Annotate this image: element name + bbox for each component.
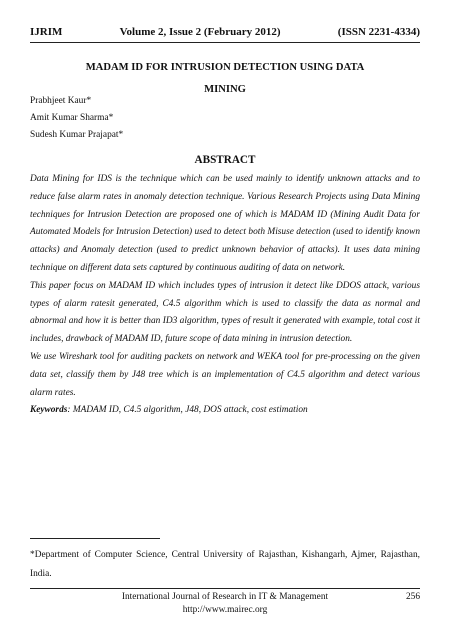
keywords-label: Keywords — [30, 405, 68, 416]
author-list — [30, 93, 123, 144]
affiliation-footnote: *Department of Computer Science, Central University of Rajasthan, Kishangarh, Ajmer, Rajasthan, India. — [30, 550, 420, 579]
footer-url[interactable]: http://www.mairec.org — [182, 605, 268, 615]
footnote-rule — [30, 538, 160, 539]
author: Sudesh Kumar Prajapat* — [30, 130, 124, 140]
abstract-paragraph: This paper focus on MADAM ID which includes types of intrusion it detect like DDOS attack, various types of alarm ratesit generated, C4.5 algorithm which is used to classify the data as normal and abnormal and how it is better than ID3 algorithm, types of result it generated with example, total cost it includes, drawback of MADAM ID, future scope of data mining in intrusion detection. — [30, 280, 420, 345]
author: Prabhjeet Kaur* — [30, 96, 92, 106]
footer-rule — [30, 588, 420, 589]
abstract-paragraph: We use Wireshark tool for auditing packets on network and WEKA tool for pre-processing on the given data set, classify them by J48 tree which is an implementation of C4.5 algorithm and detect various alarm rates. — [30, 351, 420, 398]
issue-info: Volume 2, Issue 2 (February 2012) — [119, 26, 281, 38]
abstract-body — [30, 171, 420, 420]
keywords-text: : MADAM ID, C4.5 algorithm, J48, DOS attack, cost estimation — [67, 405, 308, 416]
abstract-paragraph: Data Mining for IDS is the technique which can be used mainly to identify unknown attacks and to reduce false alarm rates in anomaly detection technique. Various Research Projects using Data Mining techniques for Intrusion Detection are proposed one of which is MADAM ID (Mining Audit Data for Automated Models for Intrusion Detection) used to detect both Misuse detection (used to identify known attacks) and Anomaly detection (used to predict unknown behavior of attacks). It uses data mining technique on different data sets captured by continuous auditing of data on network. — [30, 174, 420, 273]
page-number: 256 — [405, 592, 420, 602]
author: Amit Kumar Sharma* — [30, 113, 114, 123]
title-line-2: MINING — [204, 84, 246, 95]
running-header — [30, 26, 420, 38]
keywords — [30, 402, 420, 420]
footer-journal: International Journal of Research in IT & Management — [121, 592, 329, 602]
abstract-heading: ABSTRACT — [194, 154, 256, 166]
header-rule — [30, 42, 420, 43]
journal-abbrev: IJRIM — [30, 26, 63, 38]
title-line-1: MADAM ID FOR INTRUSION DETECTION USING DATA — [85, 62, 365, 73]
issn: (ISSN 2231-4334) — [337, 26, 420, 38]
